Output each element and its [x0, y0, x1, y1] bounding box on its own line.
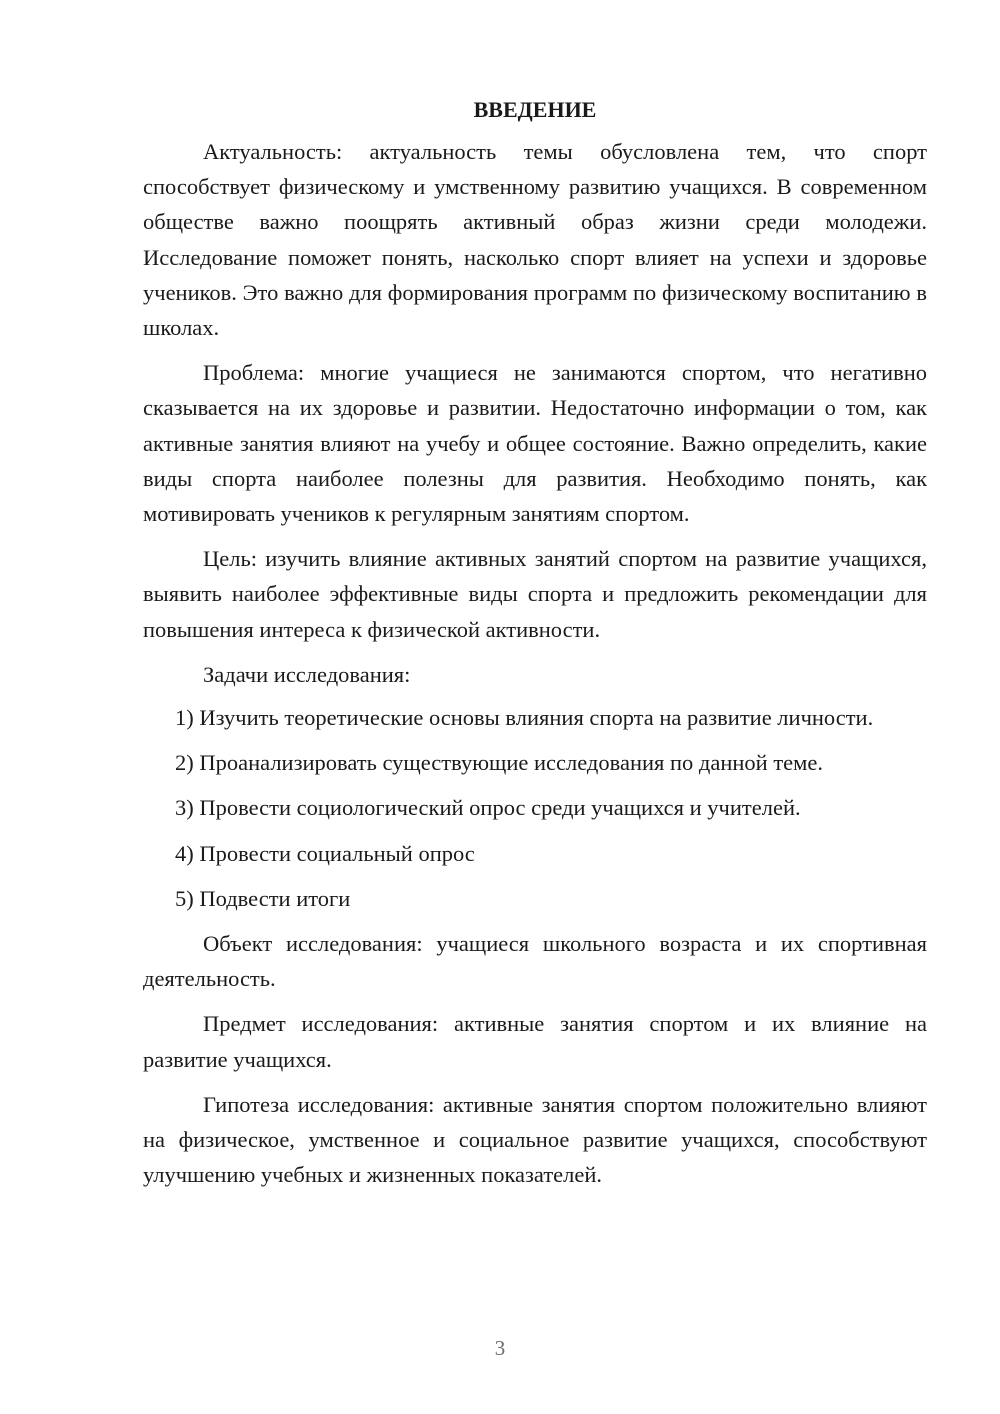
paragraph-actuality: Актуальность: актуальность темы обусловлена тем, что спорт способствует физическому и умственному развитию учащихся. В современном обществе важно поощрять активный образ жизни среди молодежи. Исследование поможет понять, насколько спорт влияет на успехи и здоровье учеников. Это важно для формирования программ по физическому воспитанию в школах. [143, 139, 927, 341]
page-content [143, 94, 927, 1202]
page-number: 3 [494, 1336, 506, 1360]
page-title: ВВЕДЕНИЕ [473, 97, 597, 122]
paragraph-problem: Проблема: многие учащиеся не занимаются спортом, что негативно сказывается на их здоровье и развитии. Недостаточно информации о том, как активные занятия влияют на учебу и общее состояние. Важно определить, какие виды спорта наиболее полезны для развития. Необходимо понять, как мотивировать учеников к регулярным занятиям спортом. [143, 360, 927, 527]
task-item-5: 5) Подвести итоги [175, 885, 351, 911]
task-item-4: 4) Провести социальный опрос [175, 840, 475, 866]
paragraph-hypothesis: Гипотеза исследования: активные занятия спортом положительно влияют на физическое, умственное и социальное развитие учащихся, способствуют улучшению учебных и жизненных показателей. [143, 1091, 927, 1188]
tasks-heading: Задачи исследования: [203, 661, 411, 687]
task-item-2: 2) Проанализировать существующие исследования по данной теме. [175, 750, 824, 776]
task-item-1: 1) Изучить теоретические основы влияния спорта на развитие личности. [175, 705, 874, 731]
task-item-3: 3) Провести социологический опрос среди учащихся и учителей. [175, 795, 801, 821]
paragraph-subject: Предмет исследования: активные занятия спортом и их влияние на развитие учащихся. [143, 1011, 927, 1072]
paragraph-goal: Цель: изучить влияние активных занятий спортом на развитие учащихся, выявить наиболее эффективные виды спорта и предложить рекомендации для повышения интереса к физической активности. [143, 546, 927, 642]
paragraph-object: Объект исследования: учащиеся школьного возраста и их спортивная деятельность. [143, 931, 927, 992]
